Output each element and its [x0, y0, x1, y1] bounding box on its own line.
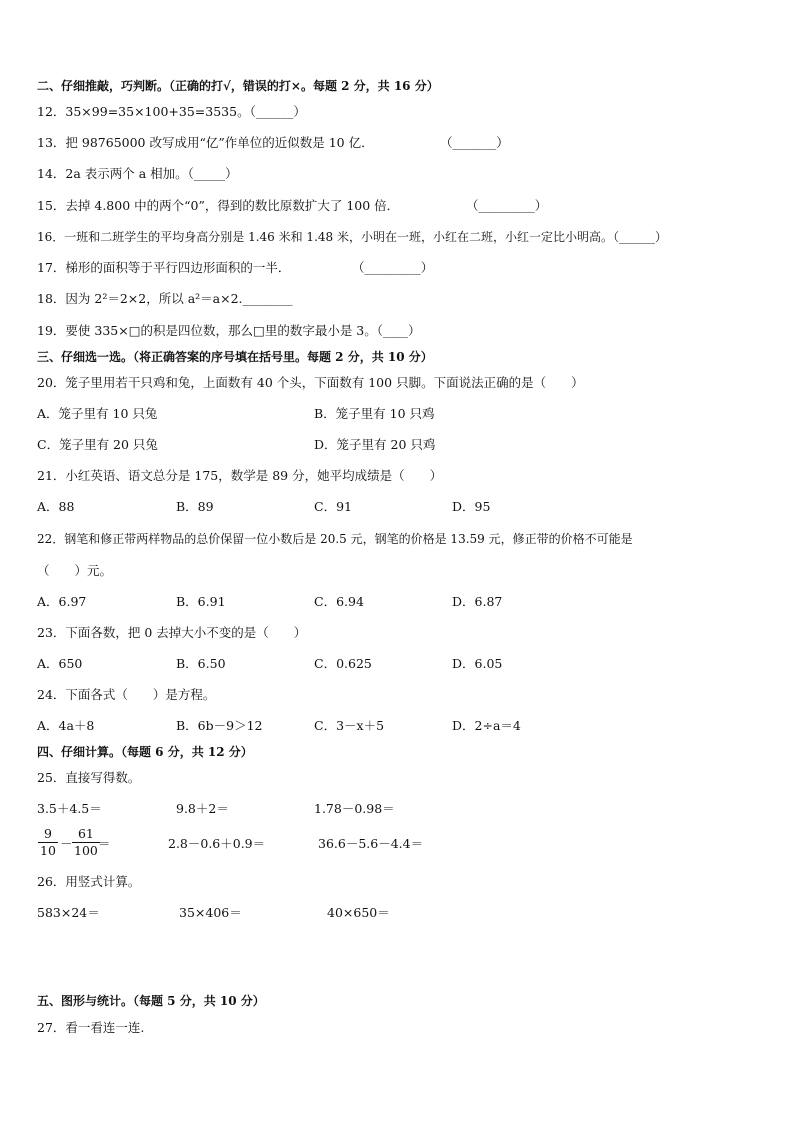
- section-4-header: 四、仔细计算。（每题 6 分，共 12 分）: [37, 745, 253, 759]
- question-21-option-b[interactable]: B．89: [176, 499, 214, 514]
- question-21-option-d[interactable]: D．95: [452, 499, 491, 514]
- question-23-option-b[interactable]: B．6.50: [176, 656, 226, 671]
- question-22-option-b[interactable]: B．6.91: [176, 594, 226, 609]
- calc-1: 3.5＋4.5＝: [37, 801, 102, 816]
- question-24-option-b[interactable]: B．6b－9＞12: [176, 718, 263, 733]
- question-25: 25．直接写得数。: [37, 770, 141, 785]
- question-26: 26．用竖式计算。: [37, 874, 141, 889]
- question-24-option-c[interactable]: C．3－x＋5: [314, 718, 385, 733]
- question-22-option-a[interactable]: A．6.97: [37, 594, 87, 609]
- question-15-blank[interactable]: （_________）: [466, 198, 548, 213]
- question-20-option-c[interactable]: C．笼子里有 20 只兔: [37, 437, 158, 452]
- question-22-option-c[interactable]: C．6.94: [314, 594, 364, 609]
- question-18: 18．因为 2²＝2×2，所以 a²＝a×2.________: [37, 291, 293, 306]
- question-12: 12．35×99=35×100+35=3535。（______）: [37, 104, 306, 119]
- question-13-blank[interactable]: （_______）: [440, 135, 509, 150]
- fraction-61-hundredths: [72, 826, 100, 859]
- calc-5: 2.8－0.6＋0.9＝: [168, 836, 266, 851]
- fraction-denominator: 10: [40, 843, 56, 858]
- question-20-option-d[interactable]: D．笼子里有 20 只鸡: [314, 437, 436, 452]
- calc-2: 9.8＋2＝: [176, 801, 229, 816]
- minus-sign: －: [60, 836, 73, 851]
- question-22-option-d[interactable]: D．6.87: [452, 594, 503, 609]
- question-16: 16．一班和二班学生的平均身高分别是 1.46 米和 1.48 米，小明在一班，小红在二班，小红一定比小明高。（______）: [37, 230, 667, 244]
- question-21: 21．小红英语、语文总分是 175，数学是 89 分，她平均成绩是（ ）: [37, 468, 443, 483]
- question-23-option-d[interactable]: D．6.05: [452, 656, 503, 671]
- question-17-blank[interactable]: （_________）: [352, 260, 434, 275]
- question-24: 24．下面各式（ ）是方程。: [37, 687, 216, 702]
- section-2-header: 二、仔细推敲，巧判断。（正确的打√，错误的打×。每题 2 分，共 16 分）: [37, 79, 439, 93]
- question-20: 20．笼子里用若干只鸡和兔，上面数有 40 个头，下面数有 100 只脚。下面说法正确的是（ ）: [37, 375, 584, 390]
- question-23-option-a[interactable]: A．650: [37, 656, 83, 671]
- question-22: 22．钢笔和修正带两样物品的总价保留一位小数后是 20.5 元，钢笔的价格是 13.59 元，修正带的价格不可能是: [37, 532, 633, 546]
- question-24-option-d[interactable]: D．2÷a＝4: [452, 718, 521, 733]
- question-22-continuation: （ ）元。: [37, 563, 113, 578]
- question-21-option-c[interactable]: C．91: [314, 499, 352, 514]
- question-17: 17．梯形的面积等于平行四边形面积的一半．: [37, 260, 291, 275]
- question-19: 19．要使 335×□的积是四位数，那么□里的数字最小是 3。（____）: [37, 323, 421, 338]
- calc-6: 36.6－5.6－4.4＝: [318, 836, 424, 851]
- equals-sign: ＝: [98, 836, 111, 851]
- fraction-numerator: 9: [38, 826, 58, 843]
- question-27: 27．看一看连一连.: [37, 1020, 145, 1035]
- calc-3: 1.78－0.98＝: [314, 801, 395, 816]
- calc-9: 40×650＝: [327, 905, 390, 920]
- section-5-header: 五、图形与统计。（每题 5 分，共 10 分）: [37, 994, 265, 1008]
- question-20-option-a[interactable]: A．笼子里有 10 只兔: [37, 406, 158, 421]
- question-20-option-b[interactable]: B．笼子里有 10 只鸡: [314, 406, 435, 421]
- calc-8: 35×406＝: [179, 905, 242, 920]
- calc-7: 583×24＝: [37, 905, 100, 920]
- question-23-option-c[interactable]: C．0.625: [314, 656, 372, 671]
- question-14: 14．2a 表示两个 a 相加。（_____）: [37, 166, 238, 181]
- fraction-numerator: 61: [72, 826, 100, 843]
- section-3-header: 三、仔细选一选。（将正确答案的序号填在括号里。每题 2 分，共 10 分）: [37, 350, 433, 364]
- question-23: 23．下面各数，把 0 去掉大小不变的是（ ）: [37, 625, 307, 640]
- question-15: 15．去掉 4.800 中的两个“0”，得到的数比原数扩大了 100 倍．: [37, 198, 400, 213]
- question-13: 13．把 98765000 改写成用“亿”作单位的近似数是 10 亿．: [37, 135, 374, 150]
- question-24-option-a[interactable]: A．4a＋8: [37, 718, 95, 733]
- fraction-nine-tenths: [38, 826, 58, 859]
- fraction-denominator: 100: [74, 843, 98, 858]
- question-21-option-a[interactable]: A．88: [37, 499, 75, 514]
